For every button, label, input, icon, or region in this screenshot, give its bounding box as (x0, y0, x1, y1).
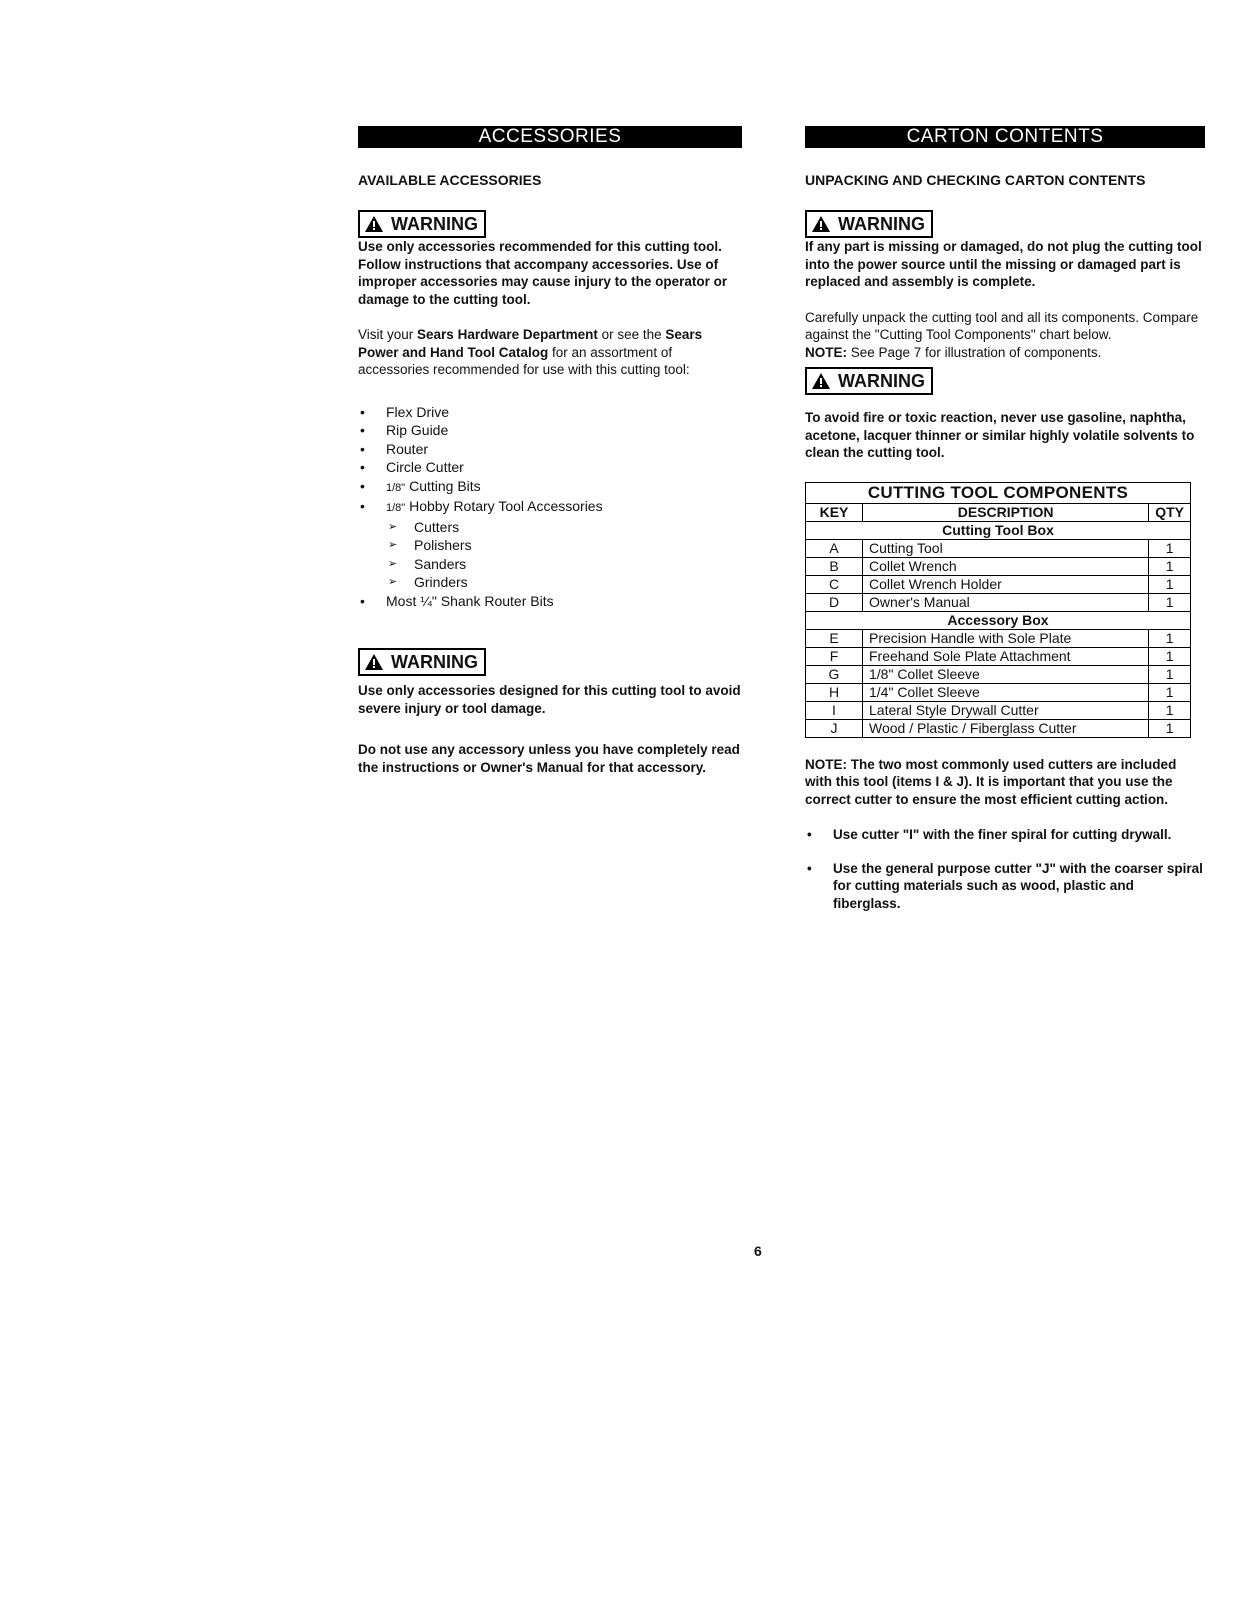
group-accessory-box: Accessory Box (806, 611, 1191, 629)
column-header-qty: QTY (1149, 503, 1191, 521)
cutter-usage-list (805, 826, 1205, 912)
table-row: C Collet Wrench Holder 1 (806, 575, 1191, 593)
group-cutting-tool-box: Cutting Tool Box (806, 521, 1191, 539)
do-not-use-text: Do not use any accessory unless you have completely read the instructions or Owner's Manual for that accessory. (358, 742, 740, 775)
list-item: • Flex Drive (358, 403, 742, 422)
sub-list-item: ➢ Polishers (386, 536, 742, 555)
list-item: • Use the general purpose cutter "J" with the coarser spiral for cutting materials such as wood, plastic and fiberglass. (805, 860, 1205, 913)
cutters-note: NOTE: The two most commonly used cutters are included with this tool (items I & J). It is important that you use the correct cutter to ensure the most efficient cutting action. (805, 756, 1177, 807)
list-item: • Router (358, 440, 742, 459)
list-item: • Rip Guide (358, 421, 742, 440)
list-item: • Most ¼" Shank Router Bits (358, 592, 742, 611)
warning-label-1: WARNING (358, 210, 486, 238)
list-item: • 1/8" Hobby Rotary Tool Accessories ➢ Cutters ➢ Polishers ➢ Sanders ➢ Grinders (358, 497, 742, 592)
column-header-key: KEY (806, 503, 863, 521)
sub-list-item: ➢ Grinders (386, 573, 742, 592)
warning-triangle-icon (365, 216, 383, 232)
warning-triangle-icon (812, 216, 830, 232)
list-item: • Circle Cutter (358, 458, 742, 477)
carton-column (805, 126, 1205, 928)
accessories-warning-text: Use only accessories recommended for this cutting tool. Follow instructions that accompany accessories. Use of improper accessories may cause injury to the operator or damage to the cutting tool. (358, 239, 728, 307)
sub-list-item: ➢ Sanders (386, 555, 742, 574)
unpacking-heading: UNPACKING AND CHECKING CARTON CONTENTS (805, 172, 1146, 188)
table-row: D Owner's Manual 1 (806, 593, 1191, 611)
visit-sears-paragraph: Visit your Sears Hardware Department or see the Sears Power and Hand Tool Catalog for an assortment of accessories recommended for use with this cutting tool: (358, 327, 703, 377)
warning-triangle-icon (365, 654, 383, 670)
table-title: CUTTING TOOL COMPONENTS (806, 482, 1191, 503)
accessories-header: ACCESSORIES (358, 126, 742, 148)
available-accessories-heading: AVAILABLE ACCESSORIES (358, 172, 542, 188)
carton-warning-text: If any part is missing or damaged, do not plug the cutting tool into the power source until the missing or damaged part is replaced and assembly is complete. (805, 239, 1202, 289)
accessory-list (358, 403, 742, 611)
table-row: F Freehand Sole Plate Attachment 1 (806, 647, 1191, 665)
table-row: A Cutting Tool 1 (806, 539, 1191, 557)
table-row: J Wood / Plastic / Fiberglass Cutter 1 (806, 719, 1191, 737)
warning-label-4: WARNING (805, 367, 933, 395)
page-number: 6 (754, 1243, 762, 1259)
list-item: • 1/8" Cutting Bits (358, 477, 742, 498)
carton-contents-header: CARTON CONTENTS (805, 126, 1205, 148)
see-page-note: NOTE: See Page 7 for illustration of components. (805, 344, 1102, 360)
warning-label-3: WARNING (805, 210, 933, 238)
solvent-warning-text: To avoid fire or toxic reaction, never use gasoline, naphtha, acetone, lacquer thinner or similar highly volatile solvents to clean the cutting tool. (805, 410, 1195, 460)
table-row: B Collet Wrench 1 (806, 557, 1191, 575)
sub-list-item: ➢ Cutters (386, 518, 742, 537)
hobby-sublist (386, 518, 742, 592)
accessories-column (358, 126, 742, 776)
table-row: G 1/8" Collet Sleeve 1 (806, 665, 1191, 683)
unpack-paragraph: Carefully unpack the cutting tool and all its components. Compare against the "Cutting Tool Components" chart below. (805, 309, 1199, 342)
warning-label-2: WARNING (358, 648, 486, 676)
column-header-description: DESCRIPTION (863, 503, 1149, 521)
warning-triangle-icon (812, 373, 830, 389)
components-table (805, 482, 1191, 738)
list-item: • Use cutter "I" with the finer spiral for cutting drywall. (805, 826, 1205, 844)
accessories-warning2-text: Use only accessories designed for this cutting tool to avoid severe injury or tool damage. (358, 683, 741, 716)
table-row: E Precision Handle with Sole Plate 1 (806, 629, 1191, 647)
table-row: I Lateral Style Drywall Cutter 1 (806, 701, 1191, 719)
table-row: H 1/4" Collet Sleeve 1 (806, 683, 1191, 701)
